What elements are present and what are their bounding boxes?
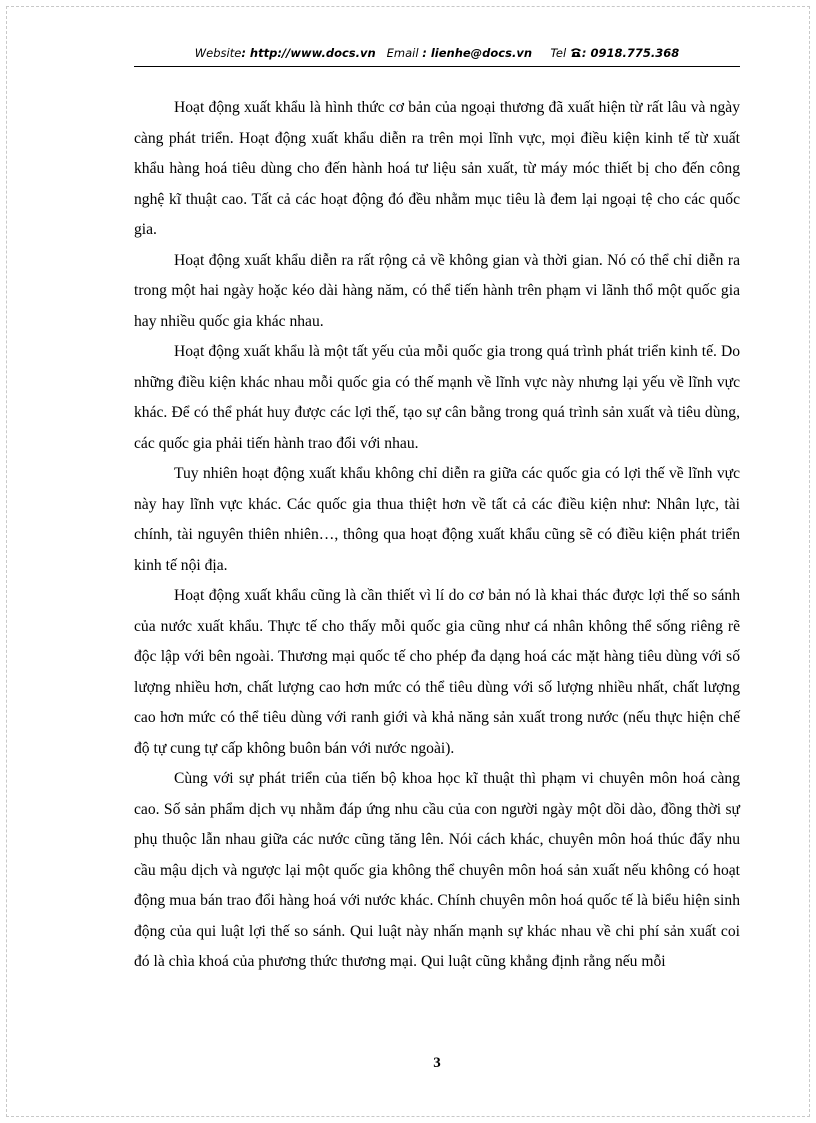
paragraph: Hoạt động xuất khẩu cũng là cần thiết vì lí do cơ bản nó là khai thác được lợi thế so sánh của nước xuất khẩu. Thực tế cho thấy mỗi quốc gia cũng như cá nhân không thể sống riêng rẽ độc lập với bên ngoài. Thương mại quốc tế cho phép đa dạng hoá các mặt hàng tiêu dùng với số lượng nhiều hơn, chất lượng cao hơn mức có thể tiêu dùng với số lượng nhiều nhất, chất lượng cao hơn mức có thể tiêu dùng với ranh giới và khả năng sản xuất trong nước (nếu thực hiện chế độ tự cung tự cấp không buôn bán với nước ngoài). [134, 587, 740, 757]
email-label: Email [386, 46, 419, 60]
telephone-icon [570, 47, 582, 61]
header-rule [134, 66, 740, 67]
paragraph: Hoạt động xuất khẩu là hình thức cơ bản của ngoại thương đã xuất hiện từ rất lâu và ngày càng phát triển. Hoạt động xuất khẩu diễn ra trên mọi lĩnh vực, mọi điều kiện kinh tế từ xuất khẩu hàng hoá tiêu dùng cho đến hành hoá tư liệu sản xuất, từ máy móc thiết bị cho đến công nghệ kĩ thuật cao. Tất cả các hoạt động đó đều nhằm mục tiêu là đem lại ngoại tệ cho các quốc gia. [134, 99, 740, 238]
page-number: 3 [433, 1055, 441, 1071]
website-label: Website [194, 46, 242, 60]
email-address[interactable]: : lienhe@docs.vn [422, 46, 533, 60]
tel-number: : 0918.775.368 [581, 46, 680, 60]
website-url[interactable]: : http://www.docs.vn [241, 46, 376, 60]
paragraph: Hoạt động xuất khẩu diễn ra rất rộng cả về không gian và thời gian. Nó có thể chỉ diễn ra trong một hai ngày hoặc kéo dài hàng năm, có thể tiến hành trên phạm vi lãnh thổ một quốc gia hay nhiều quốc gia khác nhau. [134, 251, 740, 330]
document-body [134, 93, 740, 978]
paragraph: Cùng với sự phát triển của tiến bộ khoa học kĩ thuật thì phạm vi chuyên môn hoá càng cao. Số sản phẩm dịch vụ nhằm đáp ứng nhu cầu của con người ngày một dồi dào, đồng thời sự phụ thuộc lẫn nhau giữa các nước cũng tăng lên. Nói cách khác, chuyên môn hoá thúc đẩy nhu cầu mậu dịch và ngược lại một quốc gia không thể chuyên môn hoá sản xuất nếu không có hoạt động mua bán trao đổi hàng hoá với nước khác. Chính chuyên môn hoá quốc tế là biểu hiện sinh động của qui luật lợi thế so sánh. Qui luật này nhấn mạnh sự khác nhau về chi phí sản xuất coi đó là chìa khoá của phương thức thương mại. Qui luật cũng khẳng định rằng nếu mỗi [134, 770, 740, 970]
paragraph: Tuy nhiên hoạt động xuất khẩu không chỉ diễn ra giữa các quốc gia có lợi thế về lĩnh vực này hay lĩnh vực khác. Các quốc gia thua thiệt hơn về tất cả các điều kiện như: Nhân lực, tài chính, tài nguyên thiên nhiên…, thông qua hoạt động xuất khẩu cũng sẽ có điều kiện phát triển kinh tế nội địa. [134, 465, 740, 574]
paragraph: Hoạt động xuất khẩu là một tất yếu của mỗi quốc gia trong quá trình phát triển kinh tế. Do những điều kiện khác nhau mỗi quốc gia có thế mạnh về lĩnh vực này nhưng lại yếu về lĩnh vực khác. Để có thể phát huy được các lợi thế, tạo sự cân bằng trong quá trình sản xuất và tiêu dùng, các quốc gia phải tiến hành trao đổi với nhau. [134, 343, 740, 452]
tel-label: Tel [550, 46, 567, 60]
page-header [134, 46, 740, 61]
